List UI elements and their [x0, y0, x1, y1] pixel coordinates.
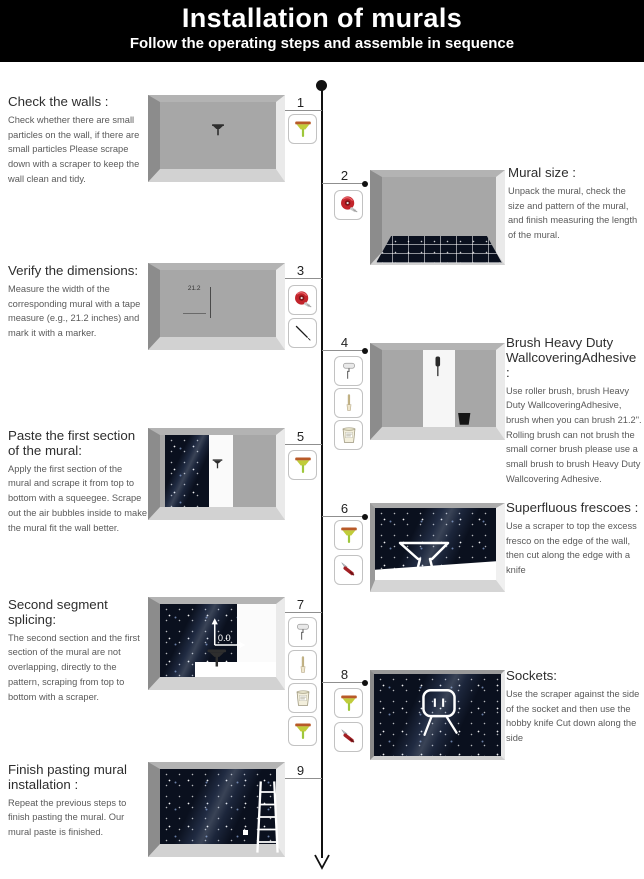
mural-panels-on-floor: [376, 236, 502, 263]
alignment-crosshair-and-scraper-glyph: [188, 614, 260, 676]
step-7-title: Second segment splicing:: [8, 597, 108, 627]
step-7-illustration: [148, 597, 285, 690]
step-4-text: [506, 336, 642, 486]
step-2-text: [508, 166, 640, 243]
unpapered-strip: [209, 435, 233, 507]
step-9-illustration: [148, 762, 285, 857]
step-5-illustration: [148, 428, 285, 520]
step-4-number: 4: [340, 335, 349, 350]
roller-on-wall-glyph: [433, 353, 443, 380]
step-9-body: Repeat the previous steps to finish pasting the mural. Our mural paste is finished.: [8, 797, 127, 838]
step-4-title: Brush Heavy Duty WallcoveringAdhesive :: [506, 335, 637, 380]
measure-line: [210, 287, 211, 318]
white-scraper-outline-glyph: [392, 537, 456, 579]
step-8-text: [506, 669, 640, 746]
alignment-label: 0.0: [217, 633, 231, 644]
step-2-body: Unpack the mural, check the size and pattern of the mural, and finish measuring the length of the mural.: [508, 185, 638, 240]
step-7-text: [8, 598, 150, 704]
width-measurement-label: 21.2: [187, 284, 201, 292]
step-6-number: 6: [340, 501, 349, 516]
step-2-connector-dot: [362, 181, 368, 187]
paint-roller-icon: [334, 356, 363, 386]
scraper-on-wall-glyph: [210, 122, 226, 139]
step-4-body: Use roller brush, brush Heavy Duty WallcoveringAdhesive, brush when you can brush 21.2". Rolling brush can not brush the small corner brush please use a small brush to brush Heavy Duty Wallcovering Adhesive.: [506, 385, 642, 484]
marker-pen-icon: [288, 318, 317, 348]
small-brush-icon: [288, 650, 317, 680]
squeegee-scraper-icon: [334, 520, 363, 550]
utility-knife-icon: [334, 555, 363, 585]
step-3-number: 3: [296, 263, 305, 278]
step-9-connector: [279, 764, 322, 779]
socket-outline-glyph: [410, 684, 468, 740]
adhesive-bucket-icon: [288, 683, 317, 713]
scraper-glyph: [211, 457, 224, 471]
header: [0, 0, 644, 62]
step-7-connector: [279, 598, 322, 613]
tape-measure-icon: [334, 190, 363, 220]
step-3-connector: [279, 264, 322, 279]
step-1-title: Check the walls :: [8, 94, 109, 109]
paint-roller-icon: [288, 617, 317, 647]
ladder-glyph: [255, 778, 280, 856]
step-8-number: 8: [340, 667, 349, 682]
step-9-number: 9: [296, 763, 305, 778]
page-title: Installation of murals: [181, 3, 463, 33]
mural-highlight-square: [243, 830, 248, 835]
timeline-start-dot-icon: [316, 80, 327, 91]
step-6-text: [506, 501, 640, 578]
tape-measure-icon: [288, 285, 317, 315]
squeegee-scraper-icon: [288, 450, 317, 480]
step-8-body: Use the scraper against the side of the socket and then use the hobby knife Cut down along the side: [506, 688, 640, 743]
step-1-number: 1: [296, 95, 305, 110]
mark-line: [183, 313, 206, 314]
adhesive-bucket-icon: [334, 420, 363, 450]
utility-knife-icon: [334, 722, 363, 752]
step-6-title: Superfluous frescoes :: [506, 500, 639, 515]
step-7-body: The second section and the first section of the mural are not overlapping, directly to the pattern, scraping from top to bottom with a scraper.: [8, 632, 140, 702]
step-1-illustration: [148, 95, 285, 182]
step-2-title: Mural size :: [508, 165, 576, 180]
step-1-connector: [279, 96, 322, 111]
step-5-title: Paste the first section of the mural:: [8, 428, 136, 458]
squeegee-scraper-icon: [288, 716, 317, 746]
squeegee-scraper-icon: [334, 688, 363, 718]
step-6-body: Use a scraper to top the excess fresco on the edge of the wall, then cut along the edge with a knife: [506, 520, 637, 575]
step-8-illustration: [370, 670, 505, 760]
step-3-title: Verify the dimensions:: [8, 263, 139, 278]
step-2-connector: [322, 169, 367, 184]
small-brush-icon: [334, 388, 363, 418]
step-2-illustration: [370, 170, 505, 265]
step-9-text: [8, 763, 148, 840]
step-7-number: 7: [296, 597, 305, 612]
step-5-number: 5: [296, 429, 305, 444]
step-3-illustration: [148, 263, 285, 350]
step-8-title: Sockets:: [506, 668, 557, 683]
timeline-line: [321, 86, 323, 858]
step-8-connector-dot: [362, 680, 368, 686]
step-6-illustration: [370, 503, 505, 592]
step-2-number: 2: [340, 168, 349, 183]
page-subtitle: Follow the operating steps and assemble in sequence: [129, 35, 515, 52]
timeline-end-arrow-icon: [312, 853, 332, 871]
step-6-connector-dot: [362, 514, 368, 520]
step-5-connector: [279, 430, 322, 445]
step-5-body: Apply the first section of the mural and scrape it from top to bottom with a squeegee. Scrape out the air bubbles inside to make the mural fit the wall better.: [8, 463, 148, 533]
step-3-text: [8, 264, 150, 341]
squeegee-scraper-icon: [288, 114, 317, 144]
step-4-illustration: [370, 343, 505, 440]
step-6-connector: [322, 502, 367, 517]
adhesive-bucket-glyph: [457, 413, 471, 425]
step-1-body: Check whether there are small particles on the wall, if there are small particles Please scrape down with a scraper to keep the wall clean and tidy.: [8, 114, 140, 184]
first-mural-panel: [165, 435, 209, 507]
step-4-connector-dot: [362, 348, 368, 354]
step-3-body: Measure the width of the corresponding mural with a tape measure (e.g., 21.2 inches) and mark it with a marker.: [8, 283, 141, 338]
step-5-text: [8, 429, 148, 535]
step-1-text: [8, 95, 148, 186]
step-4-connector: [322, 336, 367, 351]
step-9-title: Finish pasting mural installation :: [8, 762, 127, 792]
step-8-connector: [322, 668, 367, 683]
